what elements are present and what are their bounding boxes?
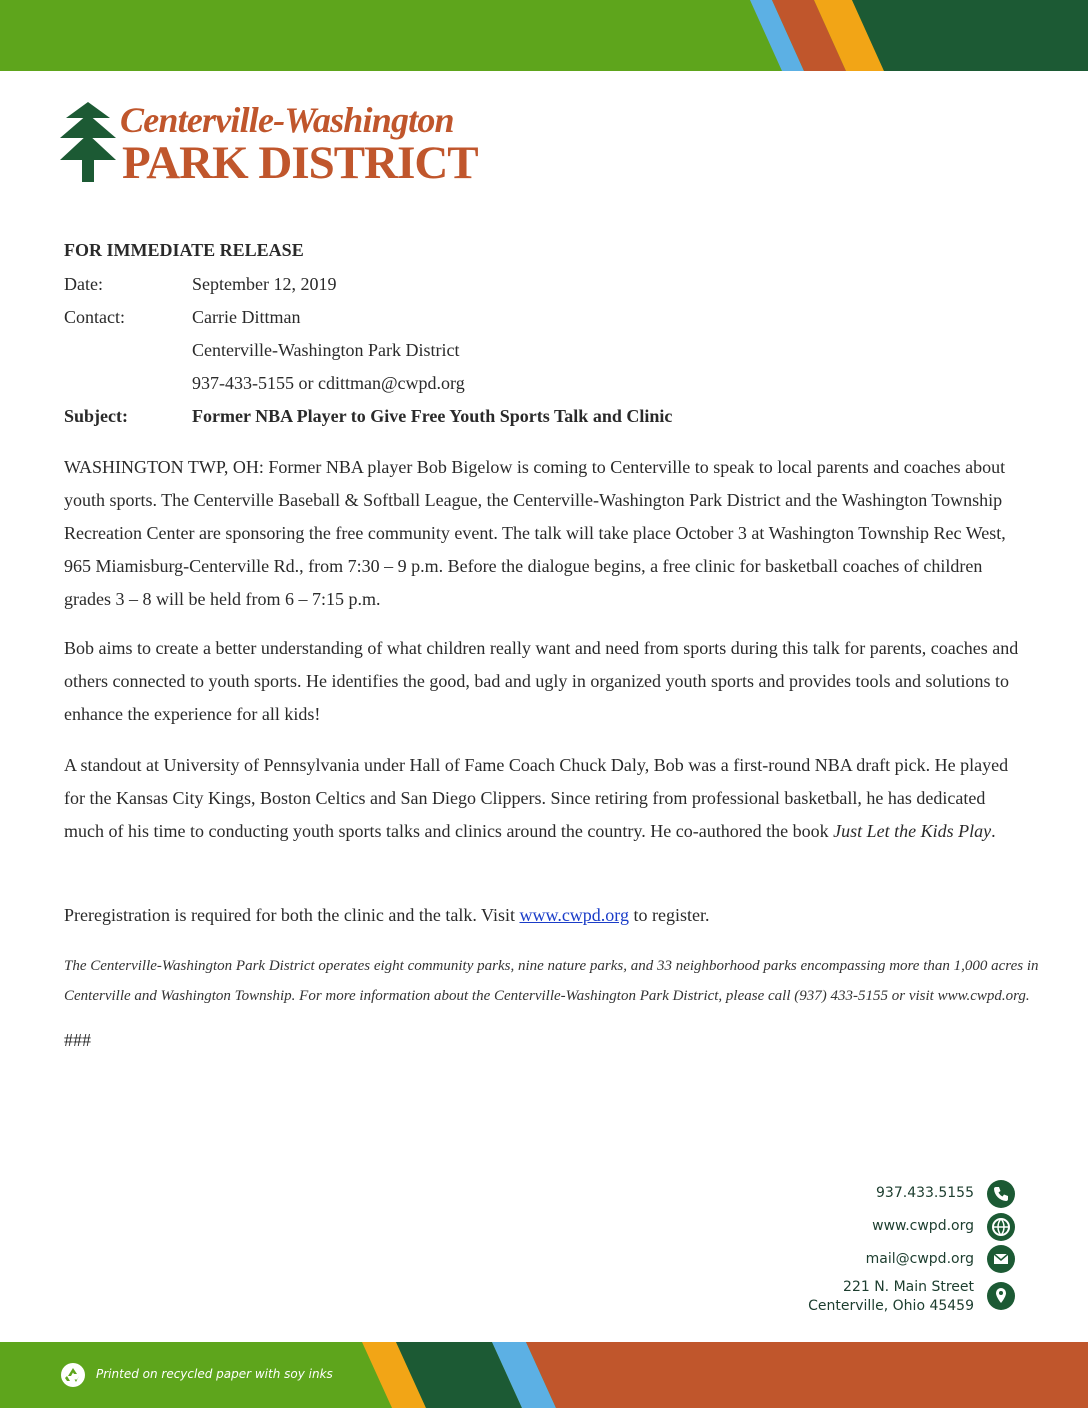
globe-icon: [987, 1213, 1015, 1241]
paragraph-4-end: to register.: [628, 905, 710, 925]
logo-text-line2: PARK DISTRICT: [122, 137, 478, 189]
footer-address-line1: 221 N. Main Street: [843, 1279, 974, 1295]
footer-email: mail@cwpd.org: [865, 1251, 974, 1267]
recycle-icon: [60, 1362, 86, 1388]
pine-tree-icon: [58, 100, 118, 184]
end-mark: ###: [64, 1030, 91, 1050]
book-title: Just Let the Kids Play: [833, 821, 992, 841]
footer-website: www.cwpd.org: [872, 1218, 974, 1234]
contact-org: Centerville-Washington Park District: [192, 340, 460, 360]
recycled-paper-note: Printed on recycled paper with soy inks: [96, 1367, 333, 1381]
boilerplate-paragraph: The Centerville-Washington Park District operates eight community parks, nine nature parks, and 33 neighborhood parks encompassing more than 1,000 acres in Centerville and Washington Township. For more information about the Centerville-Washington Park District, please call (937) 433-5155 or visit www.cwpd.org.: [64, 958, 1039, 1004]
paragraph-1: WASHINGTON TWP, OH: Former NBA player Bob Bigelow is coming to Centerville to speak to local parents and coaches about youth sports. The Centerville Baseball & Softball League, the Centerville-Washington Park District and the Washington Township Recreation Center are sponsoring the free community event. The talk will take place October 3 at Washington Township Rec West, 965 Miamisburg-Centerville Rd., from 7:30 – 9 p.m. Before the dialogue begins, a free clinic for basketball coaches of children grades 3 – 8 will be held from 6 – 7:15 p.m.: [64, 457, 1006, 609]
paragraph-3: [64, 749, 1024, 848]
mail-icon: [987, 1245, 1015, 1273]
subject-value: Former NBA Player to Give Free Youth Sports Talk and Clinic: [192, 406, 673, 426]
logo-text-line1: Centerville-Washington: [120, 100, 454, 140]
phone-icon: [987, 1180, 1015, 1208]
date-value: September 12, 2019: [192, 274, 337, 294]
contact-info: 937-433-5155 or cdittman@cwpd.org: [192, 373, 465, 393]
paragraph-2: Bob aims to create a better understanding of what children really want and need from sports during this talk for parents, coaches and others connected to youth sports. He identifies the good, bad and ugly in organized youth sports and provides tools and solutions to enhance the experience for all kids!: [64, 638, 1019, 724]
paragraph-3-text: A standout at University of Pennsylvania under Hall of Fame Coach Chuck Daly, Bob was a first-round NBA draft pick. He played for the Kansas City Kings, Boston Celtics and San Diego Clippers. Since retiring from professional basketball, he has dedicated much of his time to conducting youth sports talks and clinics around the country. He co-authored the book: [64, 755, 1009, 841]
contact-label: Contact:: [64, 307, 125, 327]
top-color-band: [0, 0, 1088, 71]
footer-phone: 937.433.5155: [876, 1185, 974, 1201]
release-heading: FOR IMMEDIATE RELEASE: [64, 240, 304, 260]
contact-name: Carrie Dittman: [192, 307, 301, 327]
subject-label: Subject:: [64, 406, 128, 426]
date-label: Date:: [64, 274, 103, 294]
paragraph-4: [64, 899, 1024, 932]
paragraph-3-end: .: [991, 821, 996, 841]
website-link[interactable]: www.cwpd.org: [519, 905, 629, 925]
location-pin-icon: [987, 1282, 1015, 1310]
paragraph-4-text: Preregistration is required for both the clinic and the talk. Visit: [64, 905, 520, 925]
footer-address-line2: Centerville, Ohio 45459: [808, 1298, 974, 1314]
